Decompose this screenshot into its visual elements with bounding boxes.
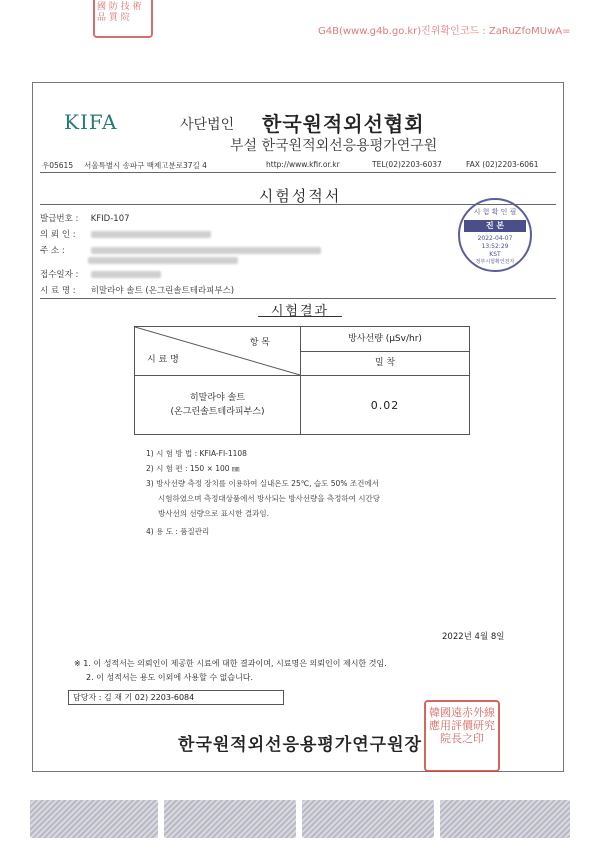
- note-3: 3) 방사선량 측정 장치를 이용하여 실내온도 25℃, 습도 50% 조건에서: [146, 479, 379, 488]
- postal-code: 우05615: [42, 161, 74, 170]
- received-label: 접수일자 :: [40, 270, 79, 280]
- assoc-prefix: 사단법인: [180, 117, 235, 133]
- redacted-block-2: [164, 800, 296, 838]
- diagonal-header-cell: [135, 327, 301, 376]
- sample-row: [40, 284, 234, 296]
- stamp-zone: KST: [489, 251, 501, 258]
- sample-name-line1: 히말라야 솔트: [189, 393, 246, 403]
- assoc-name: 한국원적외선협회: [262, 112, 425, 136]
- director-seal-text: 韓國遠赤外線應用評價研究院長之印: [429, 706, 495, 745]
- header-item: 항 목: [249, 338, 270, 348]
- sample-name: 히말라야 솔트 (온그린솔트테라피부스): [90, 286, 235, 296]
- verification-stamp: [458, 198, 532, 272]
- radiation-header-cell: [301, 327, 470, 376]
- stamp-time: 13:52:29: [481, 243, 509, 250]
- header-sample: 시 료 명: [147, 355, 179, 365]
- office-address: 서울특별시 송파구 백제고분로37길 4: [84, 161, 207, 170]
- results-table: [134, 326, 470, 435]
- fax-number: FAX (02)2203-6061: [466, 160, 539, 169]
- address-row-2: [88, 256, 238, 266]
- client-row: [40, 228, 211, 240]
- redacted-block-4: [440, 800, 570, 838]
- website-link[interactable]: http://www.kfir.or.kr: [266, 160, 340, 169]
- received-row: [40, 268, 161, 280]
- stamp-label: 진 본: [464, 220, 526, 232]
- address-row: [40, 244, 321, 256]
- issue-number-row: [40, 212, 130, 224]
- header-contact: 밀 착: [374, 358, 396, 368]
- diagonal-line: [135, 327, 300, 375]
- radiation-value: 0.02: [301, 376, 470, 435]
- redacted-block-1: [30, 800, 158, 838]
- director-seal: [424, 700, 500, 772]
- manager-box: 담당자 : 김 재 기 02) 2203-6084: [68, 690, 284, 705]
- header-radiation: 방사선량 (μSv/hr): [301, 327, 469, 352]
- issue-date: 2022년 4월 8일: [442, 632, 505, 642]
- redacted-client: [91, 231, 211, 238]
- sample-cell: [135, 376, 301, 435]
- divider: [40, 298, 556, 299]
- client-label: 의 뢰 인 :: [40, 230, 76, 240]
- footnote-2: 2. 이 성적서는 용도 이외에 사용할 수 없습니다.: [86, 673, 254, 682]
- document-title: 시험성적서: [258, 187, 342, 205]
- redacted-block-3: [302, 800, 434, 838]
- sample-label: 시 료 명 :: [40, 286, 76, 296]
- note-3-cont2: 방사선의 선량으로 표시한 결과임.: [158, 509, 269, 518]
- note-3-cont: 시험하였으며 측정대상품에서 방사되는 방사선량을 측정하여 시간당: [158, 494, 381, 503]
- top-seal: [93, 0, 153, 38]
- redacted-address-2: [88, 257, 238, 264]
- kifa-logo: KIFA: [64, 110, 118, 134]
- stamp-title: 시 험 확 인 필: [473, 208, 517, 216]
- institute-name: 부설 한국원적외선응용평가연구원: [230, 138, 438, 154]
- issue-number-label: 발급번호 :: [40, 214, 79, 224]
- top-seal-text: 國 防 技 術 品 質 院: [97, 2, 142, 23]
- tel-number: TEL(02)2203-6037: [372, 160, 442, 169]
- stamp-bottom: 정부시험확인전자: [475, 259, 515, 265]
- note-4: 4) 용 도 : 품질관리: [146, 527, 210, 536]
- footnote-1: ※ 1. 이 성적서는 의뢰인이 제공한 시료에 대한 결과이며, 시료명은 의뢰인이 제시한 것임.: [74, 659, 387, 668]
- note-2: 2) 시 험 편 : 150 × 100 ㎜: [146, 464, 240, 473]
- note-1: 1) 시 험 방 법 : KFIA-FI-1108: [146, 449, 247, 458]
- divider: [40, 172, 556, 173]
- redacted-address-1: [91, 247, 321, 254]
- verification-code: G4B(www.g4b.go.kr)진위확인코드 : ZaRuZfoMUwA=: [318, 26, 571, 37]
- results-title-underline: [258, 316, 342, 317]
- director-title: 한국원적외선응용평가연구원장: [178, 735, 422, 755]
- issue-number-value: KFID-107: [90, 214, 130, 224]
- results-title: 시험결과: [270, 304, 330, 319]
- sample-name-line2: (온그린솔트테라피부스): [170, 407, 265, 417]
- stamp-date: 2022-04-07: [477, 235, 513, 242]
- redacted-received: [91, 271, 161, 278]
- address-label: 주 소 :: [40, 246, 65, 256]
